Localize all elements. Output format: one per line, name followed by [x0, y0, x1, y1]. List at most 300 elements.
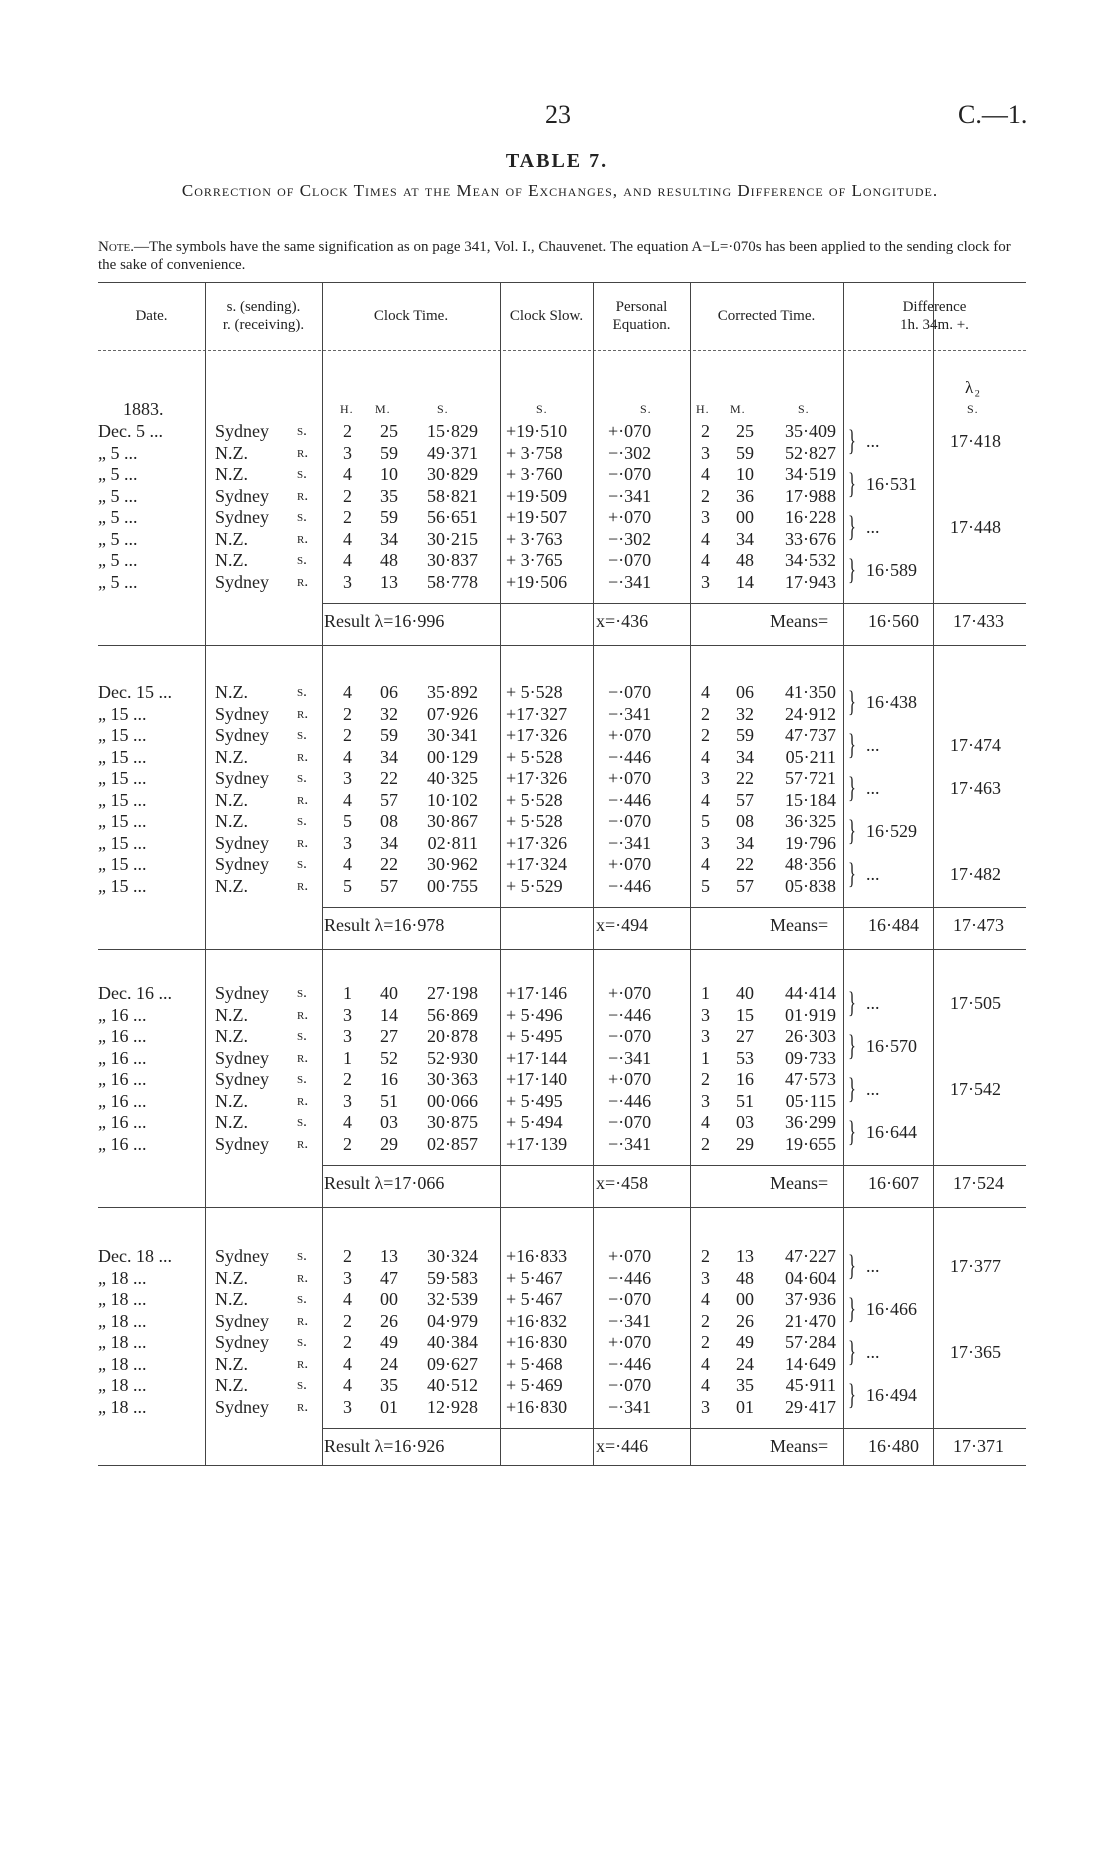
clock-seconds: 10·102 — [427, 789, 478, 810]
clock-seconds: 00·129 — [427, 746, 478, 767]
difference-lambda1: 16·570 — [866, 1036, 917, 1056]
station-cell: N.Z. — [215, 1375, 248, 1395]
clock-hours: 3 — [343, 832, 352, 853]
corr-seconds: 09·733 — [785, 1047, 836, 1068]
corr-hours: 2 — [701, 1310, 710, 1331]
station-cell: Sydney — [215, 1396, 269, 1417]
corr-hours: 4 — [701, 1375, 710, 1395]
corr-seconds: 21·470 — [785, 1310, 836, 1331]
personal-equation-column-header: Personal Equation. — [612, 299, 671, 333]
mean-lambda1: 16·480 — [868, 1436, 919, 1456]
personal-equation: −·302 — [608, 528, 652, 549]
clock-minutes: 13 — [380, 1246, 398, 1266]
corr-minutes: 26 — [736, 1310, 754, 1331]
corr-minutes: 15 — [736, 1004, 754, 1025]
clock-slow: + 5·529 — [506, 875, 563, 896]
clock-seconds: 30·829 — [427, 464, 478, 484]
clock-slow: + 5·495 — [506, 1026, 563, 1046]
corr-hours: 4 — [701, 854, 710, 874]
corr-hours: 1 — [701, 1047, 710, 1068]
table-subtitle: Correction of Clock Times at the Mean of Exchanges, and resulting Difference of Longitude. — [181, 181, 939, 200]
group-separator — [98, 645, 1026, 646]
clock-minutes: 29 — [380, 1133, 398, 1154]
corr-seconds: 41·350 — [785, 682, 836, 702]
result-lambda: Result λ=16·996 — [324, 611, 445, 631]
unit-lambda2: λ₂ — [965, 378, 982, 397]
unit-corr-seconds: S. — [798, 402, 810, 416]
means-label: Means= — [770, 915, 829, 935]
station-cell: N.Z. — [215, 464, 248, 484]
corr-hours: 3 — [701, 507, 710, 527]
corr-seconds: 14·649 — [785, 1353, 836, 1374]
result-rule — [322, 1165, 1026, 1166]
clock-minutes: 25 — [380, 421, 398, 441]
corr-minutes: 10 — [736, 464, 754, 484]
date-cell: „ 15 ... — [98, 811, 147, 831]
clock-slow: + 3·763 — [506, 528, 563, 549]
clock-seconds: 30·215 — [427, 528, 478, 549]
clock-slow: +17·146 — [506, 983, 568, 1003]
difference-lambda2: 17·463 — [950, 778, 1001, 798]
sr-cell: s. — [297, 1291, 307, 1307]
station-cell: Sydney — [215, 703, 269, 724]
date-cell: „ 5 ... — [98, 507, 138, 527]
corr-hours: 3 — [701, 1396, 710, 1417]
difference-lambda2: 17·418 — [950, 431, 1001, 451]
unit-pe-seconds: S. — [640, 402, 652, 416]
clock-minutes: 35 — [380, 485, 398, 506]
clock-hours: 4 — [343, 528, 352, 549]
clock-slow: +17·324 — [506, 854, 568, 874]
column-rule — [593, 282, 594, 1465]
date-cell: „ 18 ... — [98, 1289, 147, 1309]
clock-slow: +17·327 — [506, 703, 568, 724]
corr-seconds: 05·211 — [785, 746, 836, 767]
corr-minutes: 13 — [736, 1246, 754, 1266]
corr-hours: 4 — [701, 1112, 710, 1132]
date-cell: „ 16 ... — [98, 1004, 147, 1025]
personal-equation: −·341 — [608, 571, 652, 592]
corr-minutes: 32 — [736, 703, 754, 724]
sr-cell: r. — [297, 1135, 309, 1152]
corr-minutes: 51 — [736, 1090, 754, 1111]
personal-equation: +·070 — [608, 1246, 652, 1266]
clock-hours: 3 — [343, 768, 352, 788]
corr-minutes: 08 — [736, 811, 754, 831]
clock-seconds: 30·837 — [427, 550, 478, 570]
clock-slow: +17·326 — [506, 768, 568, 788]
clock-seconds: 30·341 — [427, 725, 478, 745]
brace-mark: } — [848, 1115, 856, 1148]
corr-hours: 3 — [701, 1267, 710, 1288]
mean-lambda2: 17·433 — [953, 611, 1004, 631]
station-cell: N.Z. — [215, 811, 248, 831]
clock-seconds: 04·979 — [427, 1310, 478, 1331]
result-x: x=·446 — [596, 1436, 649, 1456]
personal-equation: −·341 — [608, 1133, 652, 1154]
column-rule — [322, 282, 323, 1465]
difference-lambda1: ... — [866, 1256, 880, 1276]
corr-hours: 4 — [701, 550, 710, 570]
date-cell: Dec. 16 ... — [98, 983, 172, 1003]
brace-mark: } — [848, 510, 856, 543]
clock-seconds: 52·930 — [427, 1047, 478, 1068]
result-rule — [322, 603, 1026, 604]
clock-slow: +16·830 — [506, 1332, 568, 1352]
clock-minutes: 01 — [380, 1396, 398, 1417]
clock-minutes: 16 — [380, 1069, 398, 1089]
corr-seconds: 19·796 — [785, 832, 836, 853]
means-label: Means= — [770, 1173, 829, 1193]
sr-cell: s. — [297, 509, 307, 525]
difference-lambda2: 17·474 — [950, 735, 1001, 755]
clock-slow: +17·144 — [506, 1047, 568, 1068]
date-cell: „ 16 ... — [98, 1133, 147, 1154]
result-x: x=·436 — [596, 611, 649, 631]
date-cell: Dec. 15 ... — [98, 682, 172, 702]
personal-equation: +·070 — [608, 854, 652, 874]
unit-minutes: M. — [375, 402, 391, 416]
clock-seconds: 35·892 — [427, 682, 478, 702]
clock-minutes: 59 — [380, 725, 398, 745]
sr-cell: r. — [297, 487, 309, 504]
sr-cell: r. — [297, 1006, 309, 1023]
clock-seconds: 27·198 — [427, 983, 478, 1003]
sr-cell: s. — [297, 985, 307, 1001]
difference-lambda1: ... — [866, 431, 880, 451]
corr-seconds: 34·519 — [785, 464, 836, 484]
brace-mark: } — [848, 857, 856, 890]
clock-hours: 2 — [343, 485, 352, 506]
date-cell: „ 15 ... — [98, 832, 147, 853]
clock-minutes: 08 — [380, 811, 398, 831]
clock-minutes: 10 — [380, 464, 398, 484]
unit-lambda2-seconds: S. — [967, 402, 979, 416]
station-cell: Sydney — [215, 1332, 269, 1352]
corr-hours: 5 — [701, 811, 710, 831]
corr-minutes: 40 — [736, 983, 754, 1003]
clock-seconds: 40·512 — [427, 1375, 478, 1395]
brace-mark: } — [848, 1029, 856, 1062]
clock-minutes: 06 — [380, 682, 398, 702]
corr-hours: 2 — [701, 703, 710, 724]
mean-lambda2: 17·473 — [953, 915, 1004, 935]
sr-cell: s. — [297, 813, 307, 829]
difference-lambda2: 17·365 — [950, 1342, 1001, 1362]
sr-cell: r. — [297, 705, 309, 722]
date-cell: „ 18 ... — [98, 1267, 147, 1288]
clock-hours: 4 — [343, 789, 352, 810]
clock-slow: + 3·765 — [506, 550, 563, 570]
difference-lambda2: 17·482 — [950, 864, 1001, 884]
corr-hours: 2 — [701, 1246, 710, 1266]
date-cell: „ 16 ... — [98, 1069, 147, 1089]
difference-lambda1: 16·531 — [866, 474, 917, 494]
document-series: C.—1. — [958, 100, 1028, 129]
corr-seconds: 48·356 — [785, 854, 836, 874]
clock-minutes: 59 — [380, 507, 398, 527]
personal-equation: −·070 — [608, 1375, 652, 1395]
difference-lambda1: ... — [866, 1079, 880, 1099]
table-bottom-rule — [98, 1465, 1026, 1466]
corr-seconds: 33·676 — [785, 528, 836, 549]
clock-minutes: 35 — [380, 1375, 398, 1395]
unit-corr-hours: H. — [696, 402, 710, 416]
sr-cell: r. — [297, 1269, 309, 1286]
clock-hours: 2 — [343, 703, 352, 724]
difference-lambda1: ... — [866, 517, 880, 537]
clock-slow: + 3·758 — [506, 442, 563, 463]
date-cell: „ 5 ... — [98, 442, 138, 463]
clock-minutes: 57 — [380, 875, 398, 896]
corr-seconds: 47·737 — [785, 725, 836, 745]
clock-hours: 2 — [343, 1069, 352, 1089]
clock-hours: 3 — [343, 1004, 352, 1025]
corr-minutes: 27 — [736, 1026, 754, 1046]
personal-equation: −·446 — [608, 746, 652, 767]
brace-mark: } — [848, 1072, 856, 1105]
corr-hours: 3 — [701, 1004, 710, 1025]
sr-cell: r. — [297, 1355, 309, 1372]
clock-minutes: 52 — [380, 1047, 398, 1068]
station-cell: Sydney — [215, 1246, 269, 1266]
brace-mark: } — [848, 1378, 856, 1411]
difference-lambda1: ... — [866, 864, 880, 884]
sr-cell: r. — [297, 530, 309, 547]
date-cell: „ 16 ... — [98, 1026, 147, 1046]
note-text: —The symbols have the same signification as on page 341, Vol. I., Chauvenet. The equation A−L=·070s has been applied to the sending clock for the sake of convenience. — [98, 239, 1011, 273]
clock-seconds: 12·928 — [427, 1396, 478, 1417]
page-number: 23 — [545, 100, 571, 129]
clock-slow: +19·510 — [506, 421, 568, 441]
personal-equation: −·446 — [608, 1267, 652, 1288]
personal-equation: +·070 — [608, 725, 652, 745]
personal-equation: +·070 — [608, 507, 652, 527]
brace-mark: } — [848, 1335, 856, 1368]
date-cell: „ 5 ... — [98, 528, 138, 549]
column-rule — [500, 282, 501, 1465]
date-cell: „ 15 ... — [98, 746, 147, 767]
corr-minutes: 06 — [736, 682, 754, 702]
clock-seconds: 30·363 — [427, 1069, 478, 1089]
clock-slow: + 5·528 — [506, 746, 563, 767]
station-cell: Sydney — [215, 725, 269, 745]
clock-seconds: 20·878 — [427, 1026, 478, 1046]
corr-hours: 2 — [701, 1332, 710, 1352]
corr-seconds: 45·911 — [785, 1375, 836, 1395]
difference-lambda1: 16·438 — [866, 692, 917, 712]
difference-lambda2: 17·377 — [950, 1256, 1001, 1276]
clock-slow: + 5·467 — [506, 1289, 563, 1309]
clock-slow: +19·507 — [506, 507, 568, 527]
station-cell: N.Z. — [215, 789, 248, 810]
clock-slow: + 5·496 — [506, 1004, 563, 1025]
personal-equation: −·070 — [608, 464, 652, 484]
clock-hours: 2 — [343, 507, 352, 527]
clock-seconds: 02·811 — [427, 832, 478, 853]
date-cell: „ 16 ... — [98, 1047, 147, 1068]
clock-minutes: 48 — [380, 550, 398, 570]
result-x: x=·458 — [596, 1173, 649, 1193]
corr-minutes: 48 — [736, 1267, 754, 1288]
corr-minutes: 29 — [736, 1133, 754, 1154]
clock-minutes: 49 — [380, 1332, 398, 1352]
station-cell: N.Z. — [215, 875, 248, 896]
personal-equation: −·070 — [608, 811, 652, 831]
header-rule — [98, 350, 1026, 351]
corr-hours: 4 — [701, 789, 710, 810]
date-cell: „ 15 ... — [98, 768, 147, 788]
year-label: 1883. — [123, 399, 164, 419]
station-cell: N.Z. — [215, 682, 248, 702]
sr-cell: r. — [297, 748, 309, 765]
personal-equation: −·070 — [608, 1026, 652, 1046]
clock-slow: + 5·468 — [506, 1353, 563, 1374]
corr-seconds: 47·227 — [785, 1246, 836, 1266]
personal-equation: +·070 — [608, 1332, 652, 1352]
date-cell: „ 15 ... — [98, 875, 147, 896]
corr-seconds: 34·532 — [785, 550, 836, 570]
brace-mark: } — [848, 814, 856, 847]
corr-hours: 2 — [701, 725, 710, 745]
date-cell: „ 16 ... — [98, 1090, 147, 1111]
corr-hours: 4 — [701, 1289, 710, 1309]
clock-slow: +16·830 — [506, 1396, 568, 1417]
difference-lambda1: ... — [866, 735, 880, 755]
station-cell: Sydney — [215, 854, 269, 874]
station-cell: Sydney — [215, 485, 269, 506]
personal-equation: −·446 — [608, 1090, 652, 1111]
corr-seconds: 44·414 — [785, 983, 836, 1003]
difference-lambda1: ... — [866, 1342, 880, 1362]
sr-cell: s. — [297, 1334, 307, 1350]
clock-hours: 3 — [343, 1026, 352, 1046]
mean-lambda2: 17·524 — [953, 1173, 1004, 1193]
clock-minutes: 22 — [380, 854, 398, 874]
station-cell: N.Z. — [215, 1112, 248, 1132]
clock-minutes: 00 — [380, 1289, 398, 1309]
note-lead: Note. — [98, 239, 134, 255]
clock-seconds: 30·875 — [427, 1112, 478, 1132]
means-label: Means= — [770, 611, 829, 631]
clock-minutes: 27 — [380, 1026, 398, 1046]
personal-equation: +·070 — [608, 768, 652, 788]
sr-cell: s. — [297, 1114, 307, 1130]
clock-minutes: 13 — [380, 571, 398, 592]
corr-hours: 3 — [701, 1026, 710, 1046]
corr-minutes: 00 — [736, 1289, 754, 1309]
corr-hours: 2 — [701, 485, 710, 506]
mean-lambda1: 16·607 — [868, 1173, 919, 1193]
corr-seconds: 35·409 — [785, 421, 836, 441]
station-cell: N.Z. — [215, 442, 248, 463]
clock-seconds: 40·325 — [427, 768, 478, 788]
personal-equation: −·341 — [608, 1396, 652, 1417]
clock-minutes: 32 — [380, 703, 398, 724]
clock-hours: 3 — [343, 1090, 352, 1111]
clock-slow: + 5·494 — [506, 1112, 563, 1132]
sr-cell: s. — [297, 423, 307, 439]
date-cell: „ 15 ... — [98, 854, 147, 874]
difference-lambda1: 16·589 — [866, 560, 917, 580]
personal-equation: −·446 — [608, 1004, 652, 1025]
corr-hours: 3 — [701, 832, 710, 853]
unit-slow-seconds: S. — [536, 402, 548, 416]
clock-seconds: 09·627 — [427, 1353, 478, 1374]
corr-seconds: 26·303 — [785, 1026, 836, 1046]
sr-cell: r. — [297, 1092, 309, 1109]
clock-slow: +17·326 — [506, 832, 568, 853]
corr-hours: 4 — [701, 464, 710, 484]
corr-seconds: 19·655 — [785, 1133, 836, 1154]
date-cell: „ 18 ... — [98, 1353, 147, 1374]
date-cell: „ 5 ... — [98, 550, 138, 570]
result-rule — [322, 907, 1026, 908]
clock-minutes: 24 — [380, 1353, 398, 1374]
station-cell: Sydney — [215, 1133, 269, 1154]
corr-minutes: 03 — [736, 1112, 754, 1132]
clock-hours: 5 — [343, 811, 352, 831]
brace-mark: } — [848, 424, 856, 457]
corr-minutes: 00 — [736, 507, 754, 527]
sr-cell: s. — [297, 466, 307, 482]
difference-lambda1: 16·644 — [866, 1122, 917, 1142]
personal-equation: −·341 — [608, 1047, 652, 1068]
clock-minutes: 57 — [380, 789, 398, 810]
brace-mark: } — [848, 986, 856, 1019]
clock-hours: 2 — [343, 1310, 352, 1331]
clock-hours: 3 — [343, 1267, 352, 1288]
column-rule — [843, 282, 844, 1465]
clock-slow: +16·833 — [506, 1246, 568, 1266]
clock-seconds: 56·869 — [427, 1004, 478, 1025]
station-cell: N.Z. — [215, 1267, 248, 1288]
clock-seconds: 00·066 — [427, 1090, 478, 1111]
clock-seconds: 58·778 — [427, 571, 478, 592]
clock-seconds: 02·857 — [427, 1133, 478, 1154]
corr-seconds: 24·912 — [785, 703, 836, 724]
clock-slow-column-header: Clock Slow. — [509, 308, 584, 324]
corr-seconds: 52·827 — [785, 442, 836, 463]
personal-equation: −·446 — [608, 1353, 652, 1374]
corr-seconds: 05·115 — [785, 1090, 836, 1111]
clock-seconds: 59·583 — [427, 1267, 478, 1288]
corr-minutes: 22 — [736, 854, 754, 874]
clock-slow: +17·140 — [506, 1069, 568, 1089]
sr-cell: r. — [297, 1312, 309, 1329]
sr-cell: r. — [297, 791, 309, 808]
difference-lambda1: ... — [866, 993, 880, 1013]
means-label: Means= — [770, 1436, 829, 1456]
clock-hours: 3 — [343, 442, 352, 463]
clock-slow: +16·832 — [506, 1310, 568, 1331]
clock-minutes: 03 — [380, 1112, 398, 1132]
clock-minutes: 34 — [380, 528, 398, 549]
corr-seconds: 04·604 — [785, 1267, 836, 1288]
corr-hours: 3 — [701, 1090, 710, 1111]
personal-equation: −·446 — [608, 875, 652, 896]
date-column-header: Date. — [135, 308, 168, 324]
corr-minutes: 14 — [736, 571, 754, 592]
corr-hours: 3 — [701, 571, 710, 592]
station-cell: Sydney — [215, 1047, 269, 1068]
clock-slow: +19·509 — [506, 485, 568, 506]
column-rule — [933, 282, 934, 1465]
clock-minutes: 51 — [380, 1090, 398, 1111]
sr-cell: r. — [297, 1049, 309, 1066]
difference-lambda1: 16·529 — [866, 821, 917, 841]
corr-minutes: 57 — [736, 875, 754, 896]
